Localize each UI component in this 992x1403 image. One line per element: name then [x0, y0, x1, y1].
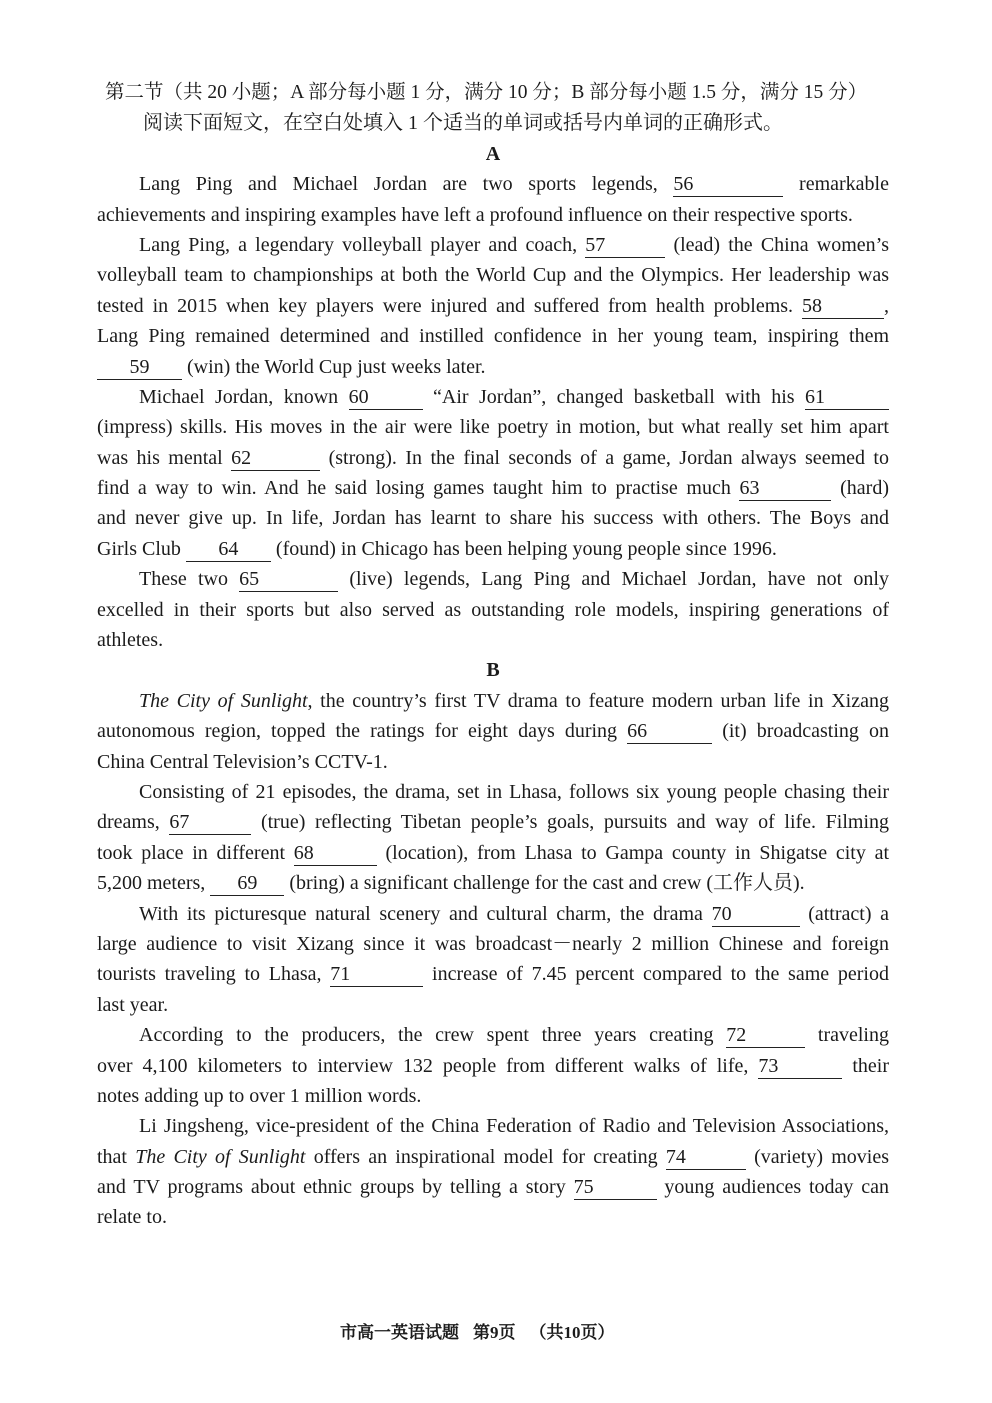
text-run: excelled in their sports but also served as outstanding role models, inspiring generations of [97, 598, 889, 621]
answer-blank: 57 [585, 235, 665, 258]
paragraph [97, 564, 889, 655]
text-run: increase of 7.45 percent compared to the same period [423, 963, 889, 986]
text-run: remarkable [783, 173, 889, 196]
text-line [97, 990, 889, 1020]
footer-page-number: 第9页 [473, 1323, 516, 1342]
text-run: Lang Ping remained determined and instilled confidence in her young team, inspiring them [97, 325, 889, 348]
text-run: Lang Ping and Michael Jordan are two sports legends, [139, 173, 674, 196]
text-run: traveling [805, 1024, 889, 1047]
text-line [97, 169, 889, 199]
answer-blank: 56 [673, 174, 783, 197]
text-run: over 4,100 kilometers to interview 132 people from different walks of life, [97, 1054, 759, 1077]
text-line [97, 260, 889, 290]
text-run: (strong). In the final seconds of a game, Jordan always seemed to [320, 446, 889, 469]
text-line [97, 564, 889, 594]
text-line [97, 1172, 889, 1202]
text-run: Consisting of 21 episodes, the drama, set in Lhasa, follows six young people chasing their [139, 780, 889, 803]
answer-blank: 66 [627, 721, 712, 744]
text-line [97, 777, 889, 807]
text-run: (variety) movies [745, 1145, 889, 1168]
text-line [97, 1111, 889, 1141]
text-line [97, 899, 889, 929]
text-run: volleyball team to championships at both the World Cup and the Olympics. Her leadership was [97, 264, 889, 287]
paragraph [97, 1111, 889, 1233]
answer-blank: 64 [186, 539, 271, 562]
answer-blank: 70 [712, 904, 800, 927]
text-run: (true) reflecting Tibetan people’s goals, pursuits and way of life. Filming [251, 811, 889, 834]
footer-total-pages: （共10页） [529, 1323, 615, 1342]
text-run: achievements and inspiring examples have left a profound influence on their respective sports. [97, 203, 853, 226]
text-run: that [97, 1145, 136, 1168]
text-run: Lang Ping, a legendary volleyball player and coach, [139, 233, 586, 256]
text-line [97, 716, 889, 746]
instructions: 阅读下面短文，在空白处填入 1 个适当的单词或括号内单词的正确形式。 [143, 112, 783, 135]
text-run: Girls Club [97, 537, 186, 560]
text-run: , [884, 294, 889, 317]
text-run: notes adding up to over 1 million words. [97, 1084, 422, 1107]
answer-blank: 75 [574, 1177, 657, 1200]
text-run: tested in 2015 when key players were injured and suffered from health problems. [97, 294, 802, 317]
answer-blank: 61 [805, 387, 889, 410]
text-run: (live) legends, Lang Ping and Michael Jordan, have not only [338, 568, 889, 591]
answer-blank: 69 [210, 873, 284, 896]
answer-blank: 68 [294, 843, 377, 866]
answer-blank: 72 [726, 1025, 805, 1048]
text-line [97, 686, 889, 716]
text-run: (location), from Lhasa to Gampa county in Shigatse city at [376, 841, 889, 864]
text-run: find a way to win. And he said losing games taught him to practise much [97, 477, 740, 500]
text-line [97, 503, 889, 533]
text-line [97, 382, 889, 412]
italic-title: The City of Sunlight [135, 1145, 306, 1168]
answer-blank: 58 [802, 296, 884, 319]
text-run: (lead) the China women’s [665, 233, 889, 256]
text-run: dreams, [97, 811, 170, 834]
paragraph [97, 899, 889, 1021]
text-run: , the country’s first TV drama to feature modern urban life in Xizang [307, 689, 889, 712]
text-run: (attract) a [799, 902, 889, 925]
answer-blank: 65 [239, 569, 338, 592]
text-run: (hard) [831, 477, 889, 500]
text-line [97, 473, 889, 503]
section-header: 第二节（共 20 小题；A 部分每小题 1 分，满分 10 分；B 部分每小题 1.5 分，满分 15 分） [105, 82, 868, 103]
text-run: (it) broadcasting on [712, 720, 889, 743]
paragraph [97, 686, 889, 777]
text-run: autonomous region, topped the ratings for eight days during [97, 720, 628, 743]
text-line [97, 959, 889, 989]
text-run: According to the producers, the crew spent three years creating [139, 1024, 727, 1047]
text-line [97, 443, 889, 473]
answer-blank: 71 [330, 964, 423, 987]
text-run: athletes. [97, 629, 164, 652]
document-body [97, 78, 889, 1233]
text-line [97, 1020, 889, 1050]
passage-label: A [485, 142, 501, 165]
text-line [97, 625, 889, 655]
text-line [97, 747, 889, 777]
text-run: and never give up. In life, Jordan has learnt to share his success with others. The Boys and [97, 507, 889, 530]
text-run: relate to. [97, 1206, 167, 1229]
paragraph [97, 382, 889, 564]
text-run: and TV programs about ethnic groups by telling a story [97, 1176, 574, 1199]
answer-blank: 59 [97, 357, 182, 380]
text-line [97, 595, 889, 625]
answer-blank: 67 [169, 812, 251, 835]
text-line [97, 838, 889, 868]
text-line [97, 1051, 889, 1081]
text-run: “Air Jordan”, changed basketball with his [422, 385, 805, 408]
text-run: Li Jingsheng, vice-president of the China Federation of Radio and Television Associations, [139, 1115, 889, 1138]
text-line [97, 929, 889, 959]
text-run: large audience to visit Xizang since it was broadcast－nearly 2 million Chinese and foreign [97, 932, 889, 955]
answer-blank: 73 [758, 1056, 842, 1079]
italic-title: The City of Sunlight [139, 689, 308, 712]
text-run: (bring) a significant challenge for the cast and crew (工作人员). [284, 872, 805, 895]
text-line [97, 230, 889, 260]
passage-label: B [486, 659, 500, 682]
answer-blank: 63 [739, 478, 831, 501]
text-run: tourists traveling to Lhasa, [97, 963, 331, 986]
text-run: These two [139, 568, 240, 591]
text-run: 5,200 meters, [97, 872, 211, 895]
text-line [97, 1081, 889, 1111]
text-line [97, 291, 889, 321]
text-line [97, 807, 889, 837]
page-footer [340, 1320, 615, 1346]
text-run: offers an inspirational model for creating [305, 1145, 666, 1168]
text-line [97, 1202, 889, 1232]
text-line [97, 200, 889, 230]
text-run: With its picturesque natural scenery and cultural charm, the drama [139, 902, 712, 925]
text-line [97, 321, 889, 351]
text-run: (win) the World Cup just weeks later. [182, 355, 486, 378]
text-run: their [842, 1054, 889, 1077]
text-run: Michael Jordan, known [139, 385, 349, 408]
paragraph [97, 230, 889, 382]
answer-blank: 74 [666, 1147, 746, 1170]
paragraph [97, 777, 889, 899]
text-run: last year. [97, 993, 169, 1016]
text-line [97, 412, 889, 442]
text-run: took place in different [97, 841, 294, 864]
answer-blank: 60 [349, 387, 423, 410]
text-run: young audiences today can [656, 1176, 889, 1199]
text-line [97, 1142, 889, 1172]
text-run: (impress) skills. His moves in the air were like poetry in motion, but what really set him apart [97, 416, 889, 439]
text-line [97, 868, 889, 898]
paragraph [97, 169, 889, 230]
text-run: (found) in Chicago has been helping young people since 1996. [270, 537, 777, 560]
answer-blank: 62 [231, 448, 320, 471]
text-run: China Central Television’s CCTV-1. [97, 750, 388, 773]
text-run: was his mental [97, 446, 232, 469]
text-line [97, 534, 889, 564]
text-line [97, 352, 889, 382]
footer-title: 市高一英语试题 [340, 1323, 459, 1342]
paragraph [97, 1020, 889, 1111]
